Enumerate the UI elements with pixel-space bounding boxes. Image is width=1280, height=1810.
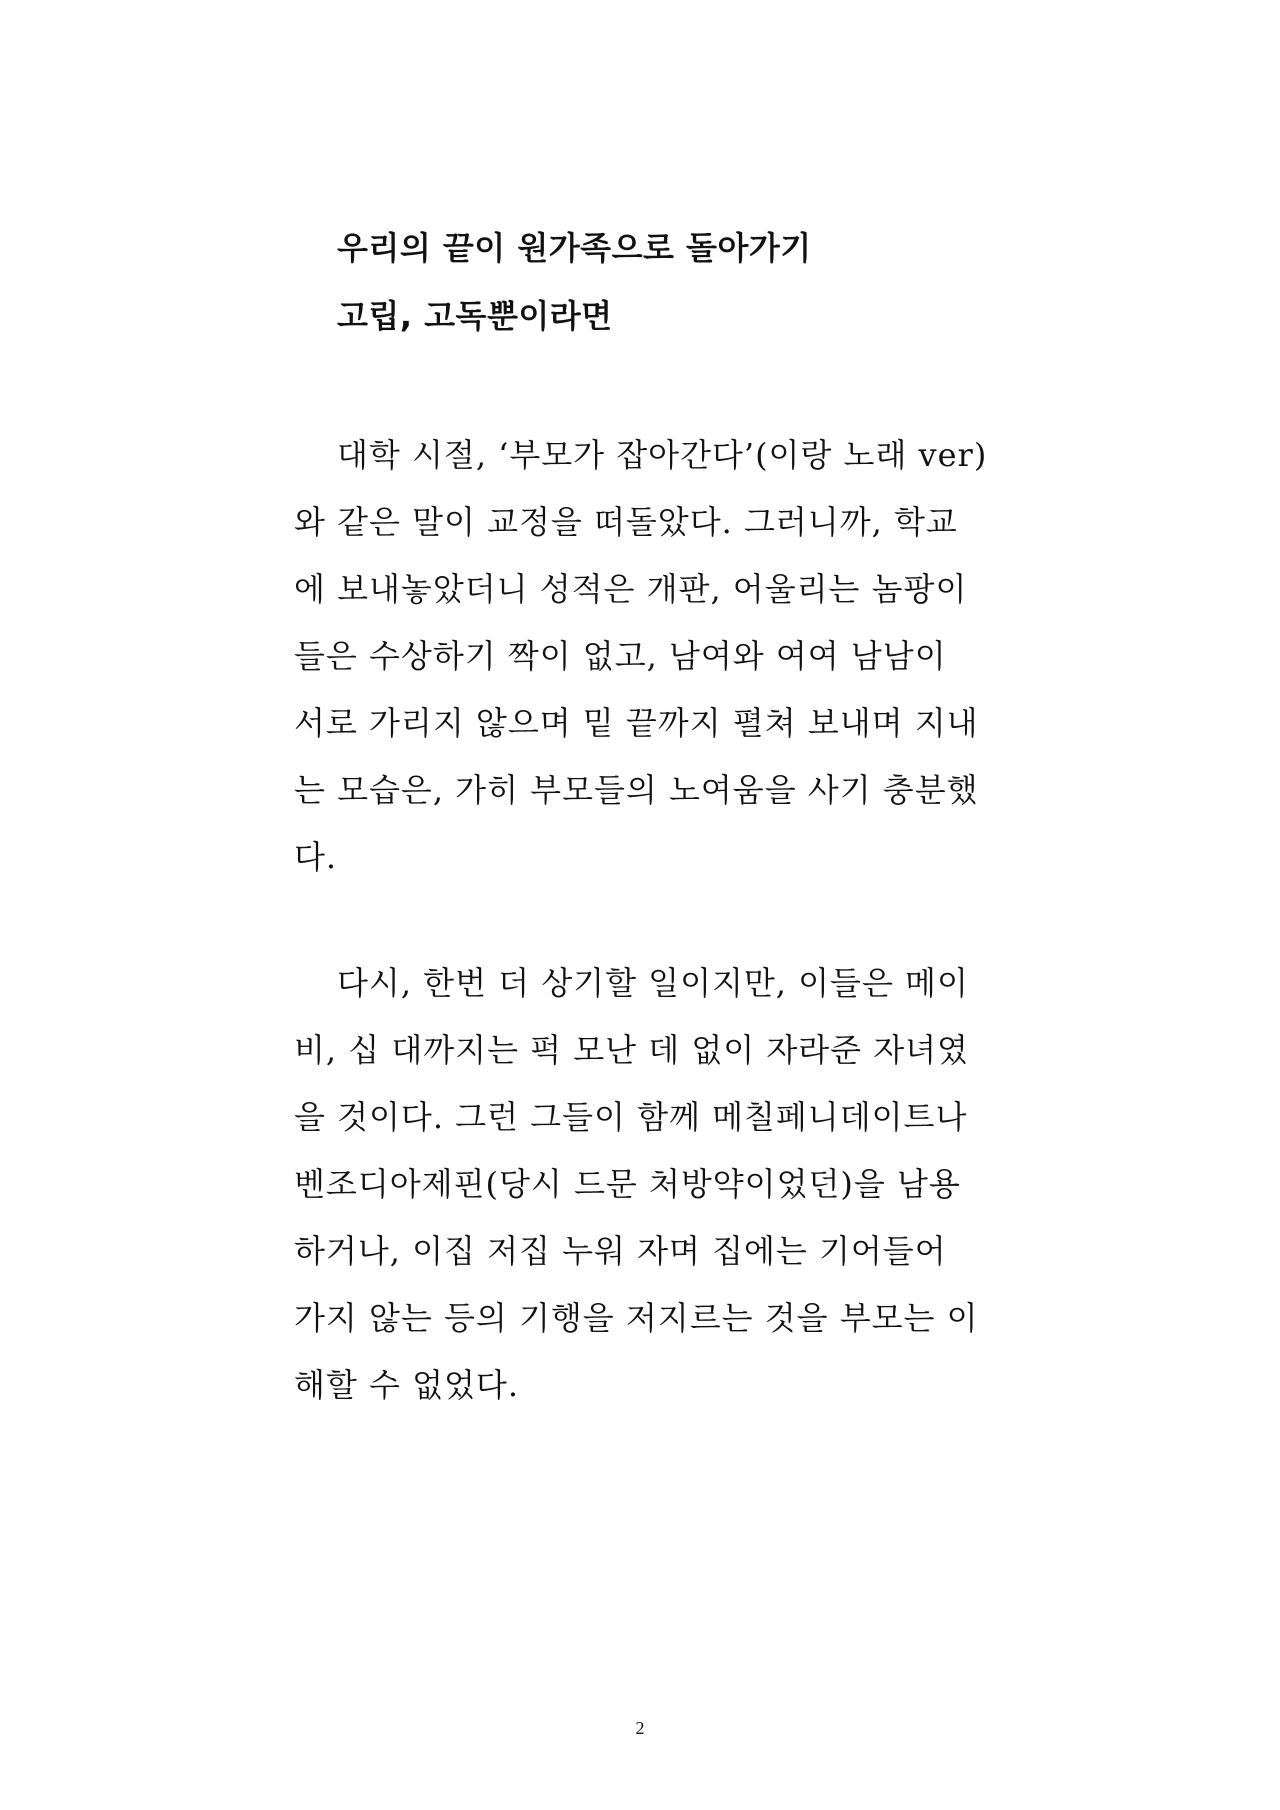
paragraph-line: 다시, 한번 더 상기할 일이지만, 이들은 메이: [337, 964, 969, 1002]
paragraph-line: 대학 시절, ‘부모가 잡아간다’(이랑 노래 ver): [337, 436, 988, 474]
paragraph-line: 서로 가리지 않으며 밑 끝까지 펼쳐 보내며 지내: [294, 704, 979, 742]
paragraph-line: 해할 수 없었다.: [294, 1366, 519, 1404]
heading-line: 고립, 고독뿐이라면: [337, 297, 613, 335]
paragraph-line: 다.: [294, 838, 338, 876]
paragraph-line: 가지 않는 등의 기행을 저지르는 것을 부모는 이: [294, 1299, 979, 1337]
paragraph-line: 하거나, 이집 저집 누워 자며 집에는 기어들어: [294, 1232, 947, 1270]
paragraph-1: [294, 422, 1014, 891]
page-number: 2: [635, 1718, 645, 1738]
paragraph-line: 에 보내놓았더니 성적은 개판, 어울리는 놈팡이: [294, 570, 968, 608]
chapter-heading: [337, 214, 1037, 350]
paragraph-line: 는 모습은, 가히 부모들의 노여움을 사기 충분했: [294, 771, 979, 809]
paragraph-line: 비, 십 대까지는 퍽 모난 데 없이 자라준 자녀였: [294, 1031, 969, 1069]
paragraph-2: [294, 950, 1014, 1419]
paragraph-line: 와 같은 말이 교정을 떠돌았다. 그러니까, 학교: [294, 503, 958, 541]
heading-line: 우리의 끝이 원가족으로 돌아가기: [337, 229, 812, 267]
paragraph-line: 을 것이다. 그런 그들이 함께 메칠페니데이트나: [294, 1098, 968, 1136]
paragraph-line: 들은 수상하기 짝이 없고, 남여와 여여 남남이: [294, 637, 947, 675]
paragraph-line: 벤조디아제핀(당시 드문 처방약이었던)을 남용: [294, 1165, 961, 1203]
